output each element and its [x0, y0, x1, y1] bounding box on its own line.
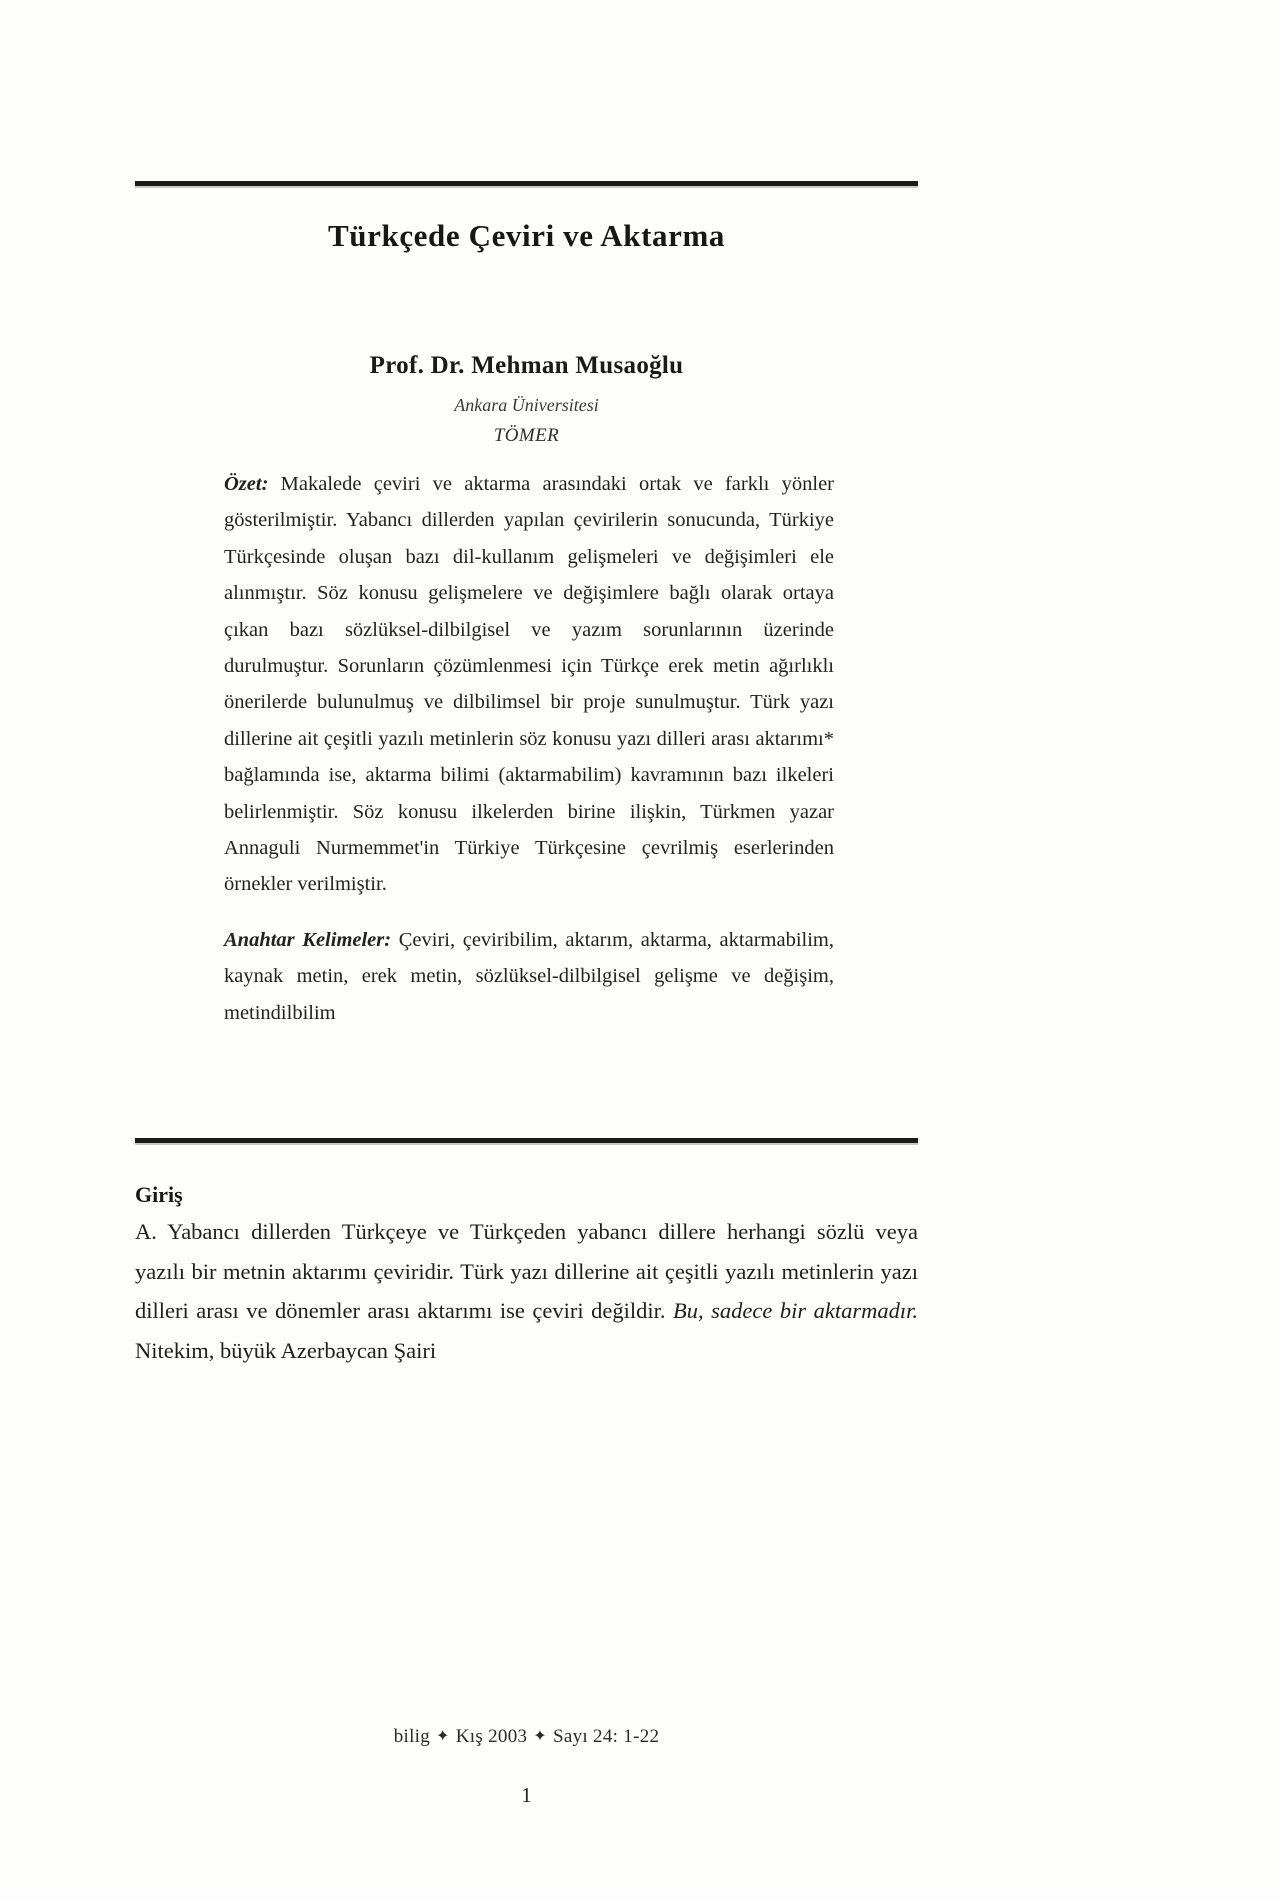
page-number: 1 [521, 1783, 532, 1807]
diamond-separator-icon: ✦ [436, 1728, 450, 1745]
author-affiliation: Ankara Üniversitesi [454, 395, 599, 415]
section-paragraph [135, 1212, 918, 1370]
paragraph-emphasis: Bu, sadece bir aktarmadır. [673, 1298, 918, 1323]
page-title: Türkçede Çeviri ve Aktarma [328, 218, 725, 253]
keywords-block [224, 922, 834, 1031]
author-department: TÖMER [493, 425, 560, 446]
abstract-block [224, 466, 834, 903]
page-footer [135, 1726, 918, 1748]
footer-issue-number: Sayı 24: 1-22 [553, 1726, 660, 1747]
keywords-text: Çeviri, çeviribilim, aktarım, aktarma, aktarmabilim, kaynak metin, erek metin, sözlüksel-dilbilgisel gelişme ve değişim, metindilbilim [224, 929, 834, 1024]
footer-issue-season: Kış 2003 [455, 1726, 528, 1747]
abstract-label: Özet: [224, 473, 269, 495]
diamond-separator-icon: ✦ [533, 1728, 548, 1745]
author-name: Prof. Dr. Mehman Musaoğlu [369, 352, 684, 379]
abstract-text: Makalede çeviri ve aktarma arasındaki ortak ve farklı yönler gösterilmiştir. Yabancı dillerden yapılan çevirilerin sonucunda, Türkiye Türkçesinde oluşan bazı dil-kullanım gelişmeleri ve değişimleri ele alınmıştır. Söz konusu gelişmelere ve değişimlere bağlı olarak ortaya çıkan bazı sözlüksel-dilbilgisel ve yazım sorunlarının üzerinde durulmuştur. Sorunların çözümlenmesi için Türkçe erek metin ağırlıklı önerilerde bulunulmuş ve dilbilimsel bir proje sunulmuştur. Türk yazı dillerine ait çeşitli yazılı metinlerin söz konusu yazı dilleri arası aktarımı* bağlamında ise, aktarma bilimi (aktarmabilim) kavramının bazı ilkeleri belirlenmiştir. Söz konusu ilkelerden birine ilişkin, Türkmen yazar Annaguli Nurmemmet'in Türkiye Türkçesine çevrilmiş eserlerinden örnekler verilmiştir. [224, 473, 834, 896]
header-rule [135, 181, 918, 188]
paragraph-part-two: Nitekim, büyük Azerbaycan Şairi [135, 1337, 437, 1363]
section-heading: Giriş [135, 1182, 183, 1207]
footer-journal-name: bilig [393, 1726, 431, 1747]
keywords-label: Anahtar Kelimeler: [224, 929, 392, 951]
section-divider-rule [135, 1138, 918, 1145]
paragraph-part-one: A. Yabancı dillerden Türkçeye ve Türkçeden yabancı dillere herhangi sözlü veya yazılı bir metnin aktarımı çeviridir. Türk yazı dillerine ait çeşitli yazılı metinlerin yazı dilleri arası ve dönemler arası aktarımı ise çeviri değildir. [135, 1219, 918, 1323]
